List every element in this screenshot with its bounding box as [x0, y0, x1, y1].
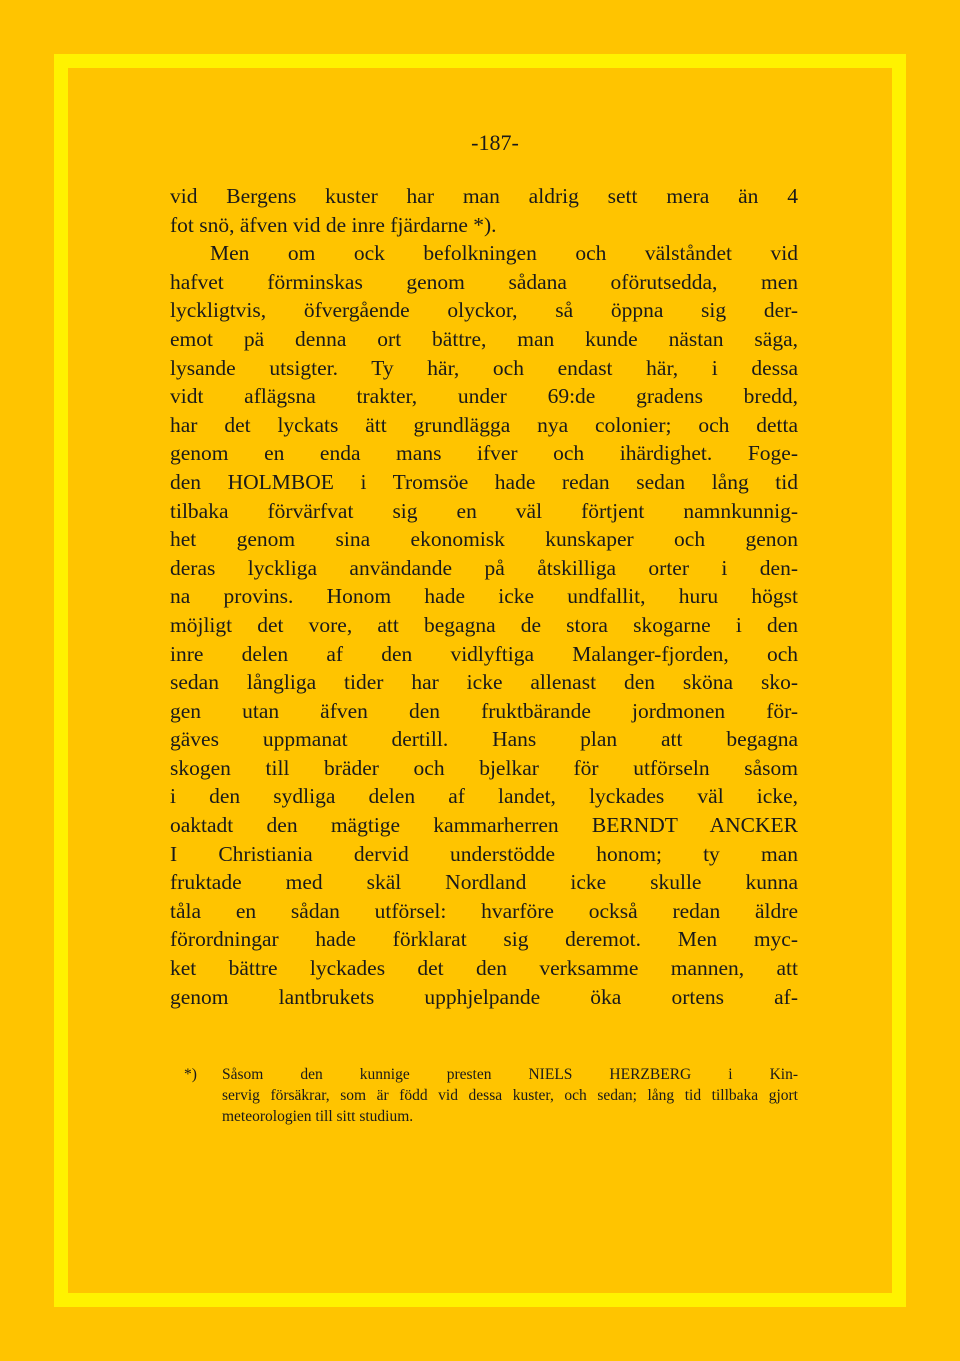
footnote: [184, 1064, 798, 1127]
text-line: den HOLMBOE i Tromsöe hade redan sedan lång tid: [170, 469, 798, 494]
footnote-line: Såsom den kunnige presten NIELS HERZBERG i Kin-: [222, 1066, 798, 1083]
text-line: lysande utsigter. Ty här, och endast här, i dessa: [170, 355, 798, 380]
text-line: genom en enda mans ifver och ihärdighet. Foge-: [170, 441, 798, 466]
text-line: na provins. Honom hade icke undfallit, huru högst: [170, 584, 798, 609]
text-line: Men om ock befolkningen och välståndet vid: [210, 241, 798, 266]
text-line: gen utan äfven den fruktbärande jordmonen för-: [170, 698, 798, 723]
text-line: hafvet förminskas genom sådana oförutsedda, men: [170, 269, 798, 294]
text-line: deras lyckliga användande på åtskilliga orter i den-: [170, 555, 798, 580]
footnote-body: [222, 1064, 798, 1127]
text-line: i den sydliga delen af landet, lyckades väl icke,: [170, 784, 798, 809]
text-line: I Christiania dervid understödde honom; ty man: [170, 841, 798, 866]
text-line: genom lantbrukets upphjelpande öka ortens af-: [170, 984, 798, 1009]
text-line: förordningar hade förklarat sig deremot. Men myc-: [170, 927, 798, 952]
text-line: fot snö, äfven vid de inre fjärdarne *).: [170, 212, 497, 237]
footnote-marker: *): [184, 1066, 197, 1083]
text-line: gäves uppmanat dertill. Hans plan att begagna: [170, 727, 798, 752]
text-line: vid Bergens kuster har man aldrig sett mera än 4: [170, 184, 798, 208]
text-line: möjligt det vore, att begagna de stora skogarne i den: [170, 612, 798, 637]
text-line: het genom sina ekonomisk kunskaper och genon: [170, 527, 798, 552]
text-line: oaktadt den mägtige kammarherren BERNDT ANCKER: [170, 813, 798, 838]
text-line: inre delen af den vidlyftiga Malanger-fjorden, och: [170, 641, 798, 666]
text-line: sedan långliga tider har icke allenast den sköna sko-: [170, 670, 798, 695]
text-line: emot pä denna ort bättre, man kunde nästan säga,: [170, 326, 798, 351]
text-line: tåla en sådan utförsel: hvarföre också redan äldre: [170, 898, 798, 923]
text-line: har det lyckats ätt grundlägga nya colonier; och detta: [170, 412, 798, 437]
text-line: vidt aflägsna trakter, under 69:de gradens bredd,: [170, 384, 798, 409]
text-line: ket bättre lyckades det den verksamme mannen, att: [170, 956, 798, 981]
body-text: [170, 182, 798, 1011]
text-line: fruktade med skäl Nordland icke skulle kunna: [170, 870, 798, 895]
page-frame: [54, 54, 906, 1307]
text-line: lyckligtvis, öfvergående olyckor, så öppna sig der-: [170, 298, 798, 323]
page-number: -187-: [471, 130, 519, 155]
footnote-line: meteorologien till sitt studium.: [222, 1108, 414, 1125]
text-line: skogen till bräder och bjelkar för utförseln såsom: [170, 755, 798, 780]
footnote-line: servig försäkrar, som är född vid dessa kuster, och sedan; lång tid tillbaka gjort: [222, 1087, 798, 1104]
text-line: tilbaka förvärfvat sig en väl förtjent namnkunnig-: [170, 498, 798, 523]
